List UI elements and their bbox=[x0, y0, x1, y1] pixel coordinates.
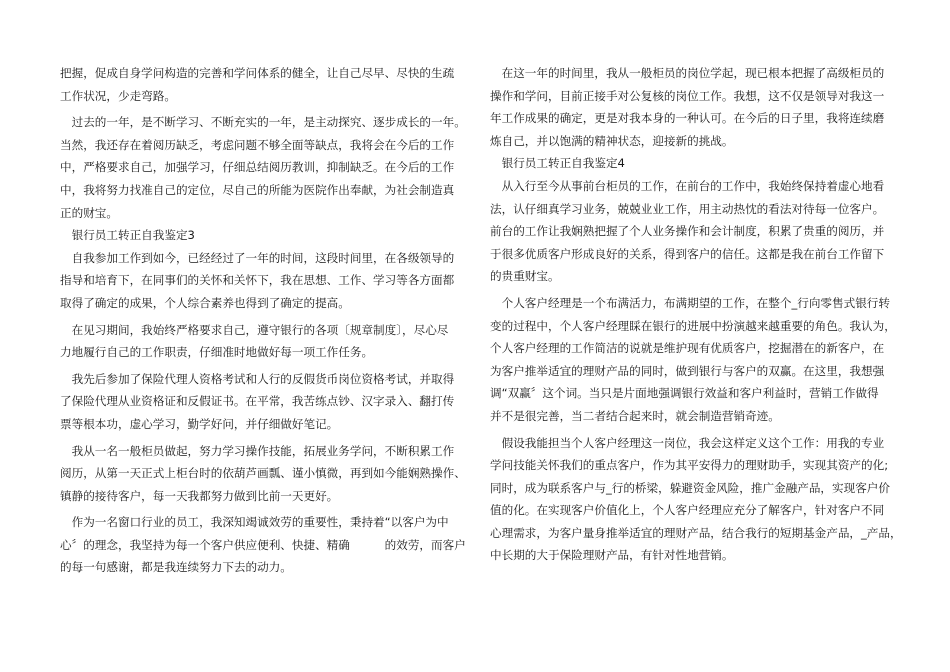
text-line: 值的化。在实现客户价值化上，个人客户经理应充分了解客户，针对客户不同 bbox=[490, 503, 885, 518]
text-line: 票等根本功，虚心学习，勤学好问，并仔细做好笔记。 bbox=[60, 416, 339, 431]
text-line: 过去的一年，是不断学习、不断充实的一年，是主动探究、逐步成长的一年。 bbox=[60, 115, 466, 130]
text-line: 力地履行自己的工作职责，仔细准时地做好每一项工作任务。 bbox=[60, 345, 374, 360]
text-line: 工作状况，少走弯路。 bbox=[60, 88, 176, 103]
text-line: 为客户推举适宜的理财产品的同时，做到银行与客户的双赢。在这里，我想强 bbox=[490, 363, 885, 378]
section-heading: 银行员工转正自我鉴定3 bbox=[60, 228, 195, 243]
text-line: 个人客户经理是一个布满活力，布满期望的工作，在整个_行向零售式银行转 bbox=[490, 295, 890, 310]
text-line: 中，我将努力找准自己的定位，尽自己的所能为医院作出奉献，为社会制造真 bbox=[60, 182, 455, 197]
text-line: 中长期的大于保险理财产品，有针对性地营销。 bbox=[490, 548, 734, 563]
text-line: 自我参加工作到如今，已经经过了一年的时间，这段时间里，在各级领导的 bbox=[60, 250, 455, 265]
text-line: 在见习期间，我始终严格要求自己，遵守银行的各项〔规章制度〕，尽心尽 bbox=[60, 322, 449, 337]
section-heading: 银行员工转正自我鉴定4 bbox=[490, 156, 625, 171]
text-line: 同时，成为联系客户与_行的桥梁，躲避资金风险，推广金融产品，实现客户价 bbox=[490, 480, 890, 495]
text-line: 假设我能担当个人客户经理这一岗位，我会这样定义这个工作：用我的专业 bbox=[490, 435, 885, 450]
text-line: 于很多优质客户形成良好的关系，得到客户的信任。这都是我在前台工作留下 bbox=[490, 246, 885, 261]
text-line: 个人客户经理的工作简洁的说就是维护现有优质客户，挖掘潜在的新客户，在 bbox=[490, 341, 885, 356]
text-line: 阅历，从第一天正式上柜台时的依葫芦画瓢、谨小慎微，再到如今能娴熟操作、 bbox=[60, 466, 466, 481]
right-text-column bbox=[490, 62, 902, 567]
text-line: 变的过程中，个人客户经理睬在银行的进展中扮演越来越重要的角色。我认为， bbox=[490, 318, 896, 333]
text-line: 年工作成果的确定，更是对我本身的一种认可。在今后的日子里，我将连续磨 bbox=[490, 111, 885, 126]
text-line: 的贵重财宝。 bbox=[490, 269, 560, 284]
left-text-column bbox=[60, 62, 466, 579]
text-line: 作为一名窗口行业的员工，我深知竭诚效劳的重要性，秉持着“以客户为中 bbox=[60, 515, 449, 530]
text-line: 从入行至今从事前台柜员的工作，在前台的工作中，我始终保持着虚心地看 bbox=[490, 178, 885, 193]
text-line: 炼自己，并以饱满的精神状态，迎接新的挑战。 bbox=[490, 133, 734, 148]
text-line: 法，认仔细真学习业务，兢兢业业工作，用主动热忱的看法对待每一位客户。 bbox=[490, 201, 885, 216]
text-line: 镇静的接待客户，每一天我都努力做到比前一天更好。 bbox=[60, 488, 339, 503]
text-line: 的每一句感谢，都是我连续努力下去的动力。 bbox=[60, 560, 292, 575]
text-line: 操作和学问，目前正接手对公复核的岗位工作。我想，这不仅是领导对我这一 bbox=[490, 88, 885, 103]
text-line: 指导和培育下，在同事们的关怀和关怀下，我在思想、工作、学习等各方面都 bbox=[60, 273, 455, 288]
text-line: 了保险代理从业资格证和反假证书。在平常，我苦练点钞、汉字录入、翻打传 bbox=[60, 394, 455, 409]
text-line: 前台的工作让我娴熟把握了个人业务操作和会计制度，积累了贵重的阅历，并 bbox=[490, 224, 885, 239]
text-line: 把握，促成自身学问构造的完善和学问体系的健全，让自己尽早、尽快的生疏 bbox=[60, 66, 455, 80]
text-line: 心理需求，为客户量身推举适宜的理财产品，结合我行的短期基金产品，_产品， bbox=[490, 525, 902, 540]
text-line: 在这一年的时间里，我从一般柜员的岗位学起，现已根本把握了高级柜员的 bbox=[490, 66, 885, 80]
text-line: 当然，我还存在着阅历缺乏，考虑问题不够全面等缺点，我将会在今后的工作 bbox=[60, 137, 455, 152]
text-line: 中，严格要求自己，加强学习，仔细总结阅历教训，抑制缺乏。在今后的工作 bbox=[60, 160, 455, 175]
text-line: 心〞的理念，我坚持为每一个客户供应便利、快捷、精确 的效劳，而客户 bbox=[60, 537, 466, 552]
text-line: 调“双赢〞这个词。当只是片面地强调银行效益和客户利益时，营销工作做得 bbox=[490, 386, 879, 401]
text-line: 取得了确定的成果，个人综合素养也得到了确定的提高。 bbox=[60, 295, 350, 310]
text-line: 并不是很完善，当二者结合起来时，就会制造营销奇迹。 bbox=[490, 408, 780, 423]
text-line: 我从一名一般柜员做起，努力学习操作技能，拓展业务学问，不断积累工作 bbox=[60, 443, 455, 458]
text-line: 我先后参加了保险代理人资格考试和人行的反假货币岗位资格考试，并取得 bbox=[60, 371, 455, 386]
text-line: 正的财宝。 bbox=[60, 205, 118, 220]
text-line: 学问技能关怀我们的重点客户，作为其平安得力的理财助手，实现其资产的化; bbox=[490, 458, 889, 473]
